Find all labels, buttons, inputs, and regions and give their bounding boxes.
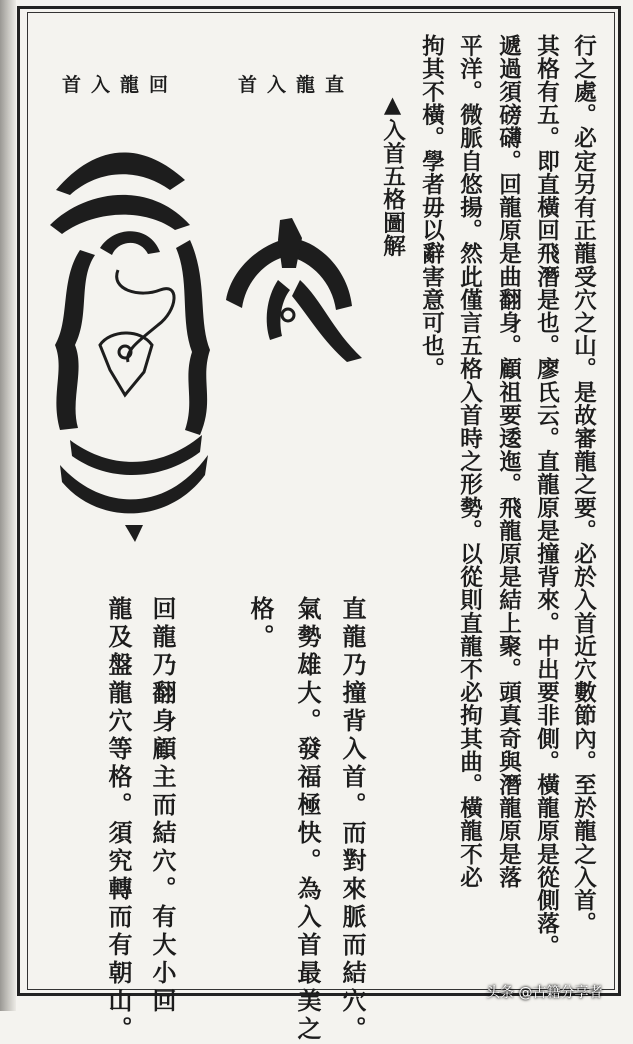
return-caption-column-1: 回龍乃翻身顧主而結穴。有大小回 (148, 596, 177, 1016)
top-arc-1 (56, 152, 185, 195)
main-text-column-5: 拘其不橫。學者毋以辭害意可也。 (418, 34, 445, 381)
top-arc-2 (50, 195, 190, 234)
return-caption-column-2: 龍及盤龍穴等格。須究轉而有朝山。 (104, 596, 133, 1044)
cave-point (282, 309, 294, 321)
lower-right-sand (292, 280, 362, 362)
main-text-column-1: 行之處。必定另有正龍受穴之山。是故審龍之要。必於入首近穴數節內。至於龍之入首。 (570, 34, 597, 935)
left-mountain-range (55, 250, 95, 430)
watermark: 头条 @古籍分享者 (486, 985, 603, 1001)
right-mountain-range (176, 240, 210, 435)
straight-caption-column-1: 直龍乃撞背入首。而對來脈而結穴。 (338, 596, 367, 1044)
straight-dragon-title: 直龍入首 (238, 74, 355, 96)
bottom-tip (125, 525, 143, 542)
bottom-arc-1 (70, 435, 202, 475)
section-heading: ▲入首五格圖解 (379, 92, 406, 258)
main-text-column-3: 遞過須磅礴。回龍原是曲翻身。顧祖要逶迤。飛龍原是結上聚。頭真奇與潛龍原是落 (495, 34, 522, 889)
dragon-vein-line (117, 270, 174, 362)
straight-dragon-diagram (222, 210, 367, 370)
straight-caption-column-3: 格。 (246, 596, 275, 652)
inner-ridge (100, 231, 160, 255)
straight-caption-column-2: 氣勢雄大。發福極快。為入首最美之 (293, 596, 322, 1044)
page-gutter-shadow (0, 0, 16, 1011)
return-dragon-diagram (40, 130, 220, 550)
cave-hood (100, 333, 152, 395)
main-text-column-2: 其格有五。即直橫回飛潛是也。廖氏云。直龍原是撞背來。中出要非側。橫龍原是從側落。 (533, 34, 560, 958)
return-dragon-title: 回龍入首 (62, 74, 179, 96)
main-text-column-4: 平洋。微脈自悠揚。然此僅言五格入首時之形勢。以從則直龍不必拘其曲。橫龍不必 (456, 34, 483, 889)
center-spine (278, 218, 302, 268)
